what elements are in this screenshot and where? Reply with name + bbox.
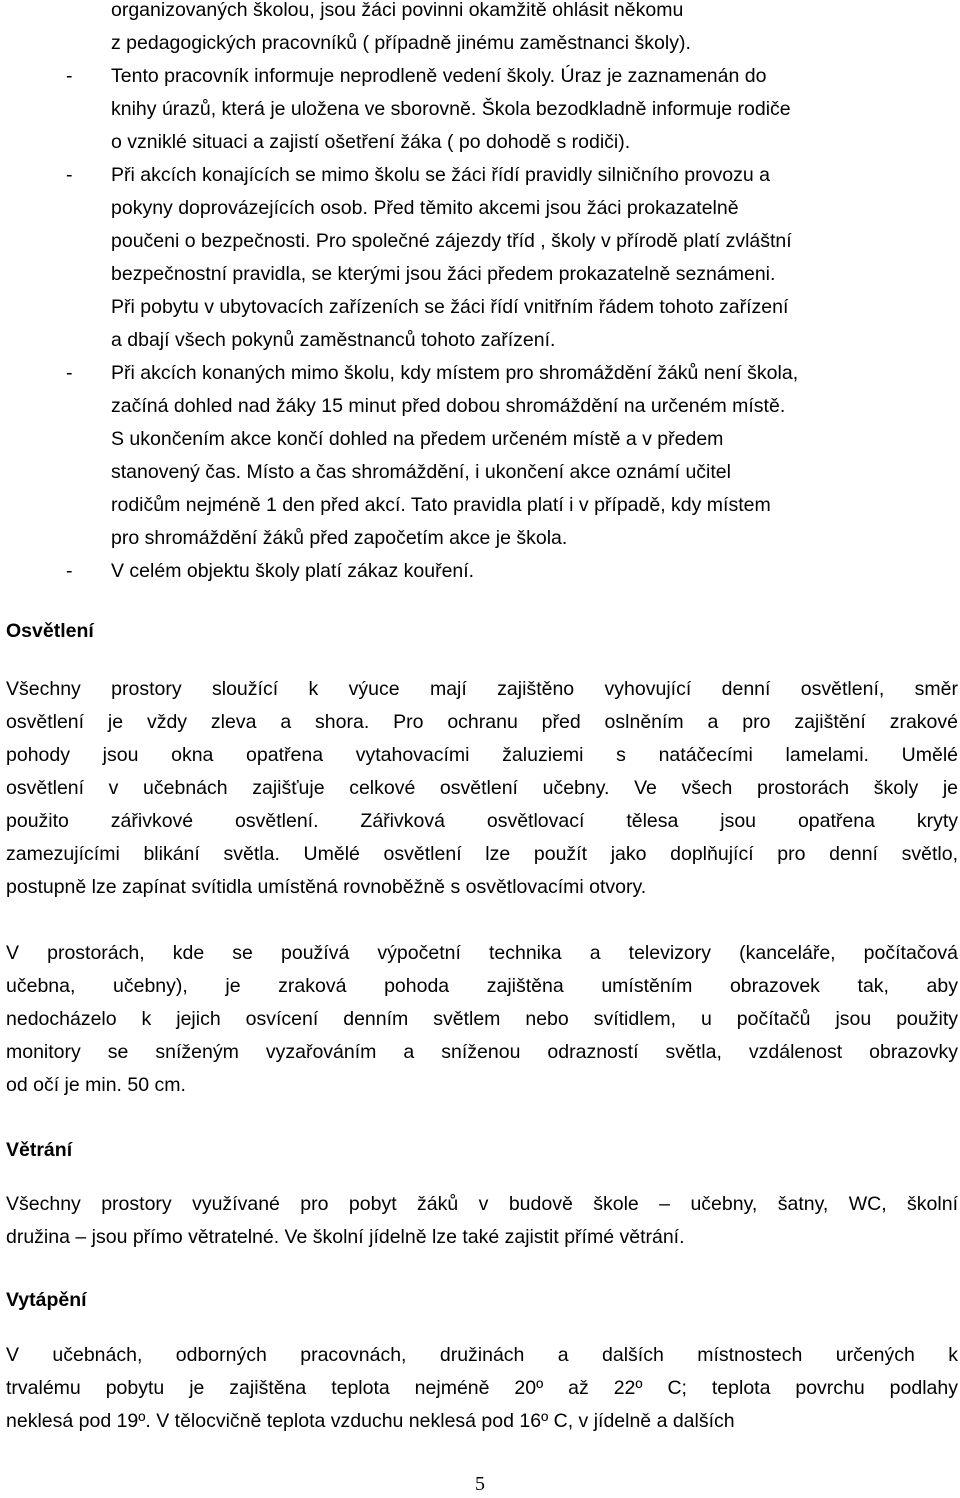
paragraph-line: učebna, učebny), je zraková pohoda zajištěna umístěním obrazovek tak, aby xyxy=(6,975,958,997)
list-line xyxy=(0,423,960,456)
page-number: 5 xyxy=(475,1473,485,1495)
list-line-text: poučeni o bezpečnosti. Pro společné zájezdy tříd , školy v přírodě platí zvláštní xyxy=(111,230,792,252)
paragraph-line: osvětlení je vždy zleva a shora. Pro ochranu před oslněním a pro zajištění zrakové xyxy=(6,711,958,733)
paragraph-line: trvalému pobytu je zajištěna teplota nejméně 20º až 22º C; teplota povrchu podlahy xyxy=(6,1377,958,1399)
list-line xyxy=(0,456,960,489)
list-line xyxy=(0,291,960,324)
list-line-text: začíná dohled nad žáky 15 minut před dobou shromáždění na určeném místě. xyxy=(111,395,786,417)
list-line xyxy=(0,126,960,159)
safety-rules-list xyxy=(0,0,960,588)
paragraph-osvetleni-2 xyxy=(6,937,958,1102)
list-line xyxy=(0,357,960,390)
list-line xyxy=(0,489,960,522)
list-line-text: S ukončením akce končí dohled na předem určeném místě a v předem xyxy=(111,428,724,450)
paragraph-vetrani xyxy=(6,1188,958,1254)
list-line-text: pro shromáždění žáků před započetím akce je škola. xyxy=(111,527,568,549)
list-line-text: organizovaných školou, jsou žáci povinni okamžitě ohlásit někomu xyxy=(111,0,684,21)
list-line xyxy=(0,27,960,60)
list-line xyxy=(0,60,960,93)
list-line-text: a dbají všech pokynů zaměstnanců tohoto zařízení. xyxy=(111,329,556,351)
paragraph-line: použito zářivkové osvětlení. Zářivková osvětlovací tělesa jsou opatřena kryty xyxy=(6,810,958,832)
paragraph-line: monitory se sníženým vyzařováním a sníženou odrazností světla, vzdálenost obrazovky xyxy=(6,1041,958,1063)
list-line xyxy=(0,324,960,357)
paragraph-osvetleni-1 xyxy=(6,673,958,904)
list-line xyxy=(0,555,960,588)
heading-vetrani: Větrání xyxy=(6,1139,73,1161)
list-line-text: Při akcích konajících se mimo školu se žáci řídí pravidly silničního provozu a xyxy=(111,164,770,186)
heading-vytapeni: Vytápění xyxy=(6,1289,87,1311)
paragraph-line: postupně lze zapínat svítidla umístěná rovnoběžně s osvětlovacími otvory. xyxy=(6,876,647,898)
list-line xyxy=(0,192,960,225)
list-line xyxy=(0,159,960,192)
list-line-text: stanovený čas. Místo a čas shromáždění, i ukončení akce oznámí učitel xyxy=(111,461,731,483)
list-line-text: V celém objektu školy platí zákaz kouření. xyxy=(111,560,475,582)
paragraph-line: V učebnách, odborných pracovnách, družinách a dalších místnostech určených k xyxy=(6,1344,958,1366)
list-line-text: bezpečnostní pravidla, se kterými jsou žáci předem prokazatelně seznámeni. xyxy=(111,263,776,285)
list-line xyxy=(0,522,960,555)
list-dash: - xyxy=(66,164,73,186)
paragraph-line: osvětlení v učebnách zajišťuje celkové osvětlení učebny. Ve všech prostorách školy je xyxy=(6,777,958,799)
list-line-text: pokyny doprovázejících osob. Před těmito akcemi jsou žáci prokazatelně xyxy=(111,197,739,219)
paragraph-line: neklesá pod 19º. V tělocvičně teplota vzduchu neklesá pod 16º C, v jídelně a dalších xyxy=(6,1410,735,1432)
list-line-text: o vzniklé situaci a zajistí ošetření žáka ( po dohodě s rodiči). xyxy=(111,131,631,153)
list-dash: - xyxy=(66,560,73,582)
list-line-text: Při akcích konaných mimo školu, kdy místem pro shromáždění žáků není škola, xyxy=(111,362,799,384)
list-line xyxy=(0,93,960,126)
list-line-text: rodičům nejméně 1 den před akcí. Tato pravidla platí i v případě, kdy místem xyxy=(111,494,771,516)
list-line-text: knihy úrazů, která je uložena ve sborovně. Škola bezodkladně informuje rodiče xyxy=(111,98,791,120)
paragraph-line: od očí je min. 50 cm. xyxy=(6,1074,186,1096)
paragraph-line: Všechny prostory využívané pro pobyt žáků v budově škole – učebny, šatny, WC, školní xyxy=(6,1193,958,1215)
list-line-text: Tento pracovník informuje neprodleně vedení školy. Úraz je zaznamenán do xyxy=(111,65,767,87)
list-line-text: Při pobytu v ubytovacích zařízeních se žáci řídí vnitřním řádem tohoto zařízení xyxy=(111,296,789,318)
list-line xyxy=(0,258,960,291)
paragraph-vytapeni xyxy=(6,1339,958,1438)
heading-osvetleni: Osvětlení xyxy=(6,620,94,642)
list-line-text: z pedagogických pracovníků ( případně jinému zaměstnanci školy). xyxy=(111,32,691,54)
list-line xyxy=(0,0,960,27)
list-dash: - xyxy=(66,65,73,87)
list-dash: - xyxy=(66,362,73,384)
paragraph-line: pohody jsou okna opatřena vytahovacími žaluziemi s natáčecími lamelami. Umělé xyxy=(6,744,958,766)
list-line xyxy=(0,390,960,423)
list-line xyxy=(0,225,960,258)
paragraph-line: Všechny prostory sloužící k výuce mají zajištěno vyhovující denní osvětlení, směr xyxy=(6,678,958,700)
paragraph-line: družina – jsou přímo větratelné. Ve školní jídelně lze také zajistit přímé větrání. xyxy=(6,1226,685,1248)
paragraph-line: zamezujícími blikání světla. Umělé osvětlení lze použít jako doplňující pro denní světlo, xyxy=(6,843,958,865)
paragraph-line: V prostorách, kde se používá výpočetní technika a televizory (kanceláře, počítačová xyxy=(6,942,958,964)
paragraph-line: nedocházelo k jejich osvícení denním světlem nebo svítidlem, u počítačů jsou použity xyxy=(6,1008,958,1030)
